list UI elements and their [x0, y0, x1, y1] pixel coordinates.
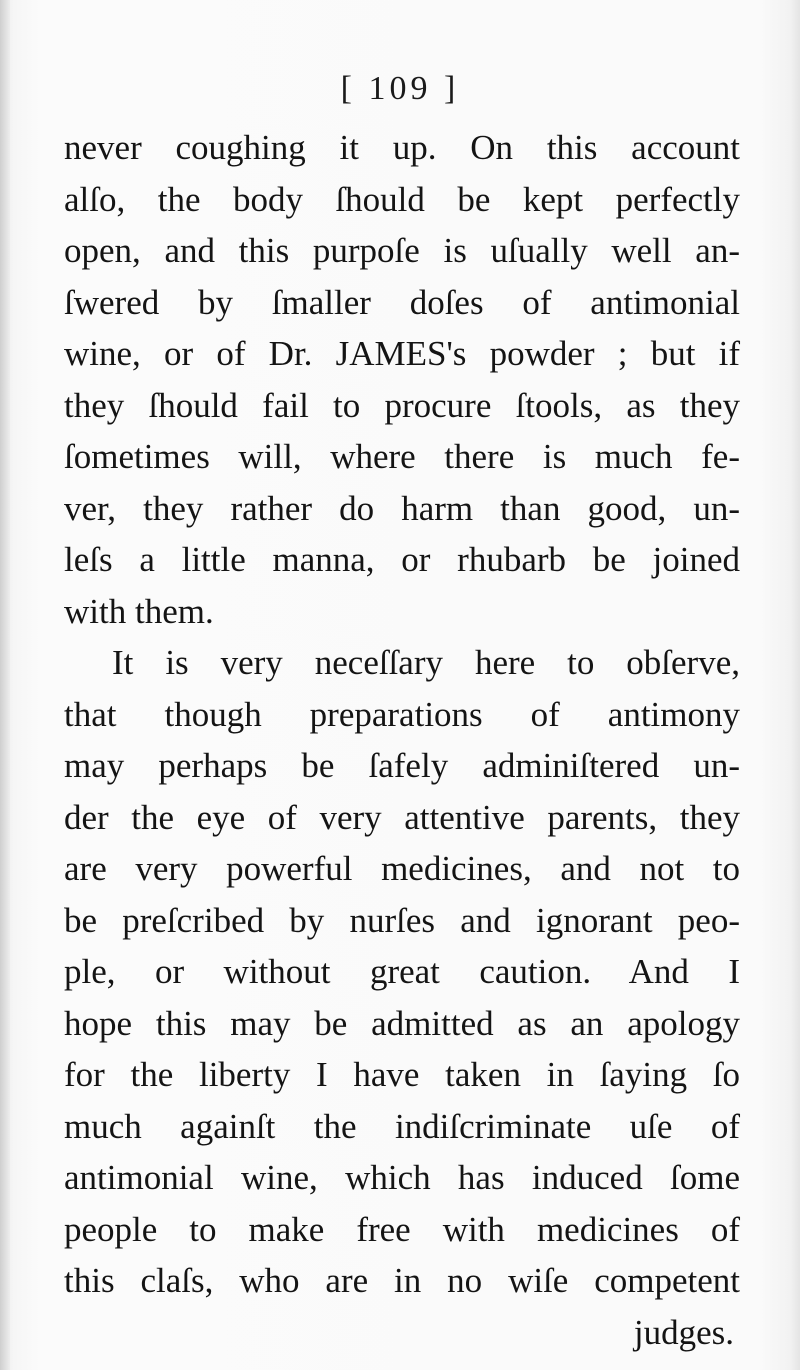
text-line: may perhaps be ſafely adminiſtered un-: [64, 746, 740, 785]
text-line: never coughing it up. On this account: [64, 128, 740, 167]
text-line: be preſcribed by nurſes and ignorant peo-: [64, 900, 740, 940]
text-line: ſometimes will, where there is much fe-: [64, 437, 740, 476]
catchword: judges.: [633, 1312, 734, 1352]
text-line: wine, or of Dr. JAMES's powder ; but if: [64, 334, 740, 373]
text-line: ſwered by ſmaller doſes of antimonial: [64, 282, 740, 322]
page-number: [ 109 ]: [340, 70, 460, 107]
text-line: that though preparations of antimony: [64, 694, 740, 734]
text-line: much againſt the indiſcriminate uſe of: [64, 1106, 740, 1146]
text-line: with them.: [64, 591, 214, 631]
text-line: der the eye of very attentive parents, they: [64, 797, 740, 837]
text-line: people to make free with medicines of: [64, 1209, 740, 1249]
text-line: they ſhould fail to procure ſtools, as they: [64, 385, 740, 425]
text-line: ple, or without great caution. And I: [64, 952, 740, 991]
text-line: for the liberty I have taken in ſaying ſo: [64, 1055, 740, 1094]
text-line: leſs a little manna, or rhubarb be joined: [64, 540, 740, 579]
text-line: It is very neceſſary here to obſerve,: [112, 643, 740, 682]
text-line: ver, they rather do harm than good, un-: [64, 488, 740, 528]
text-line: hope this may be admitted as an apology: [64, 1003, 740, 1043]
text-line: open, and this purpoſe is uſually well an-: [64, 231, 740, 270]
body-text: [64, 122, 740, 1358]
text-line: are very powerful medicines, and not to: [64, 849, 740, 888]
text-line: alſo, the body ſhould be kept perfectly: [64, 179, 740, 219]
text-line: this claſs, who are in no wiſe competent: [64, 1261, 740, 1300]
page-gutter-shadow: [0, 0, 10, 1370]
text-line: antimonial wine, which has induced ſome: [64, 1158, 740, 1197]
